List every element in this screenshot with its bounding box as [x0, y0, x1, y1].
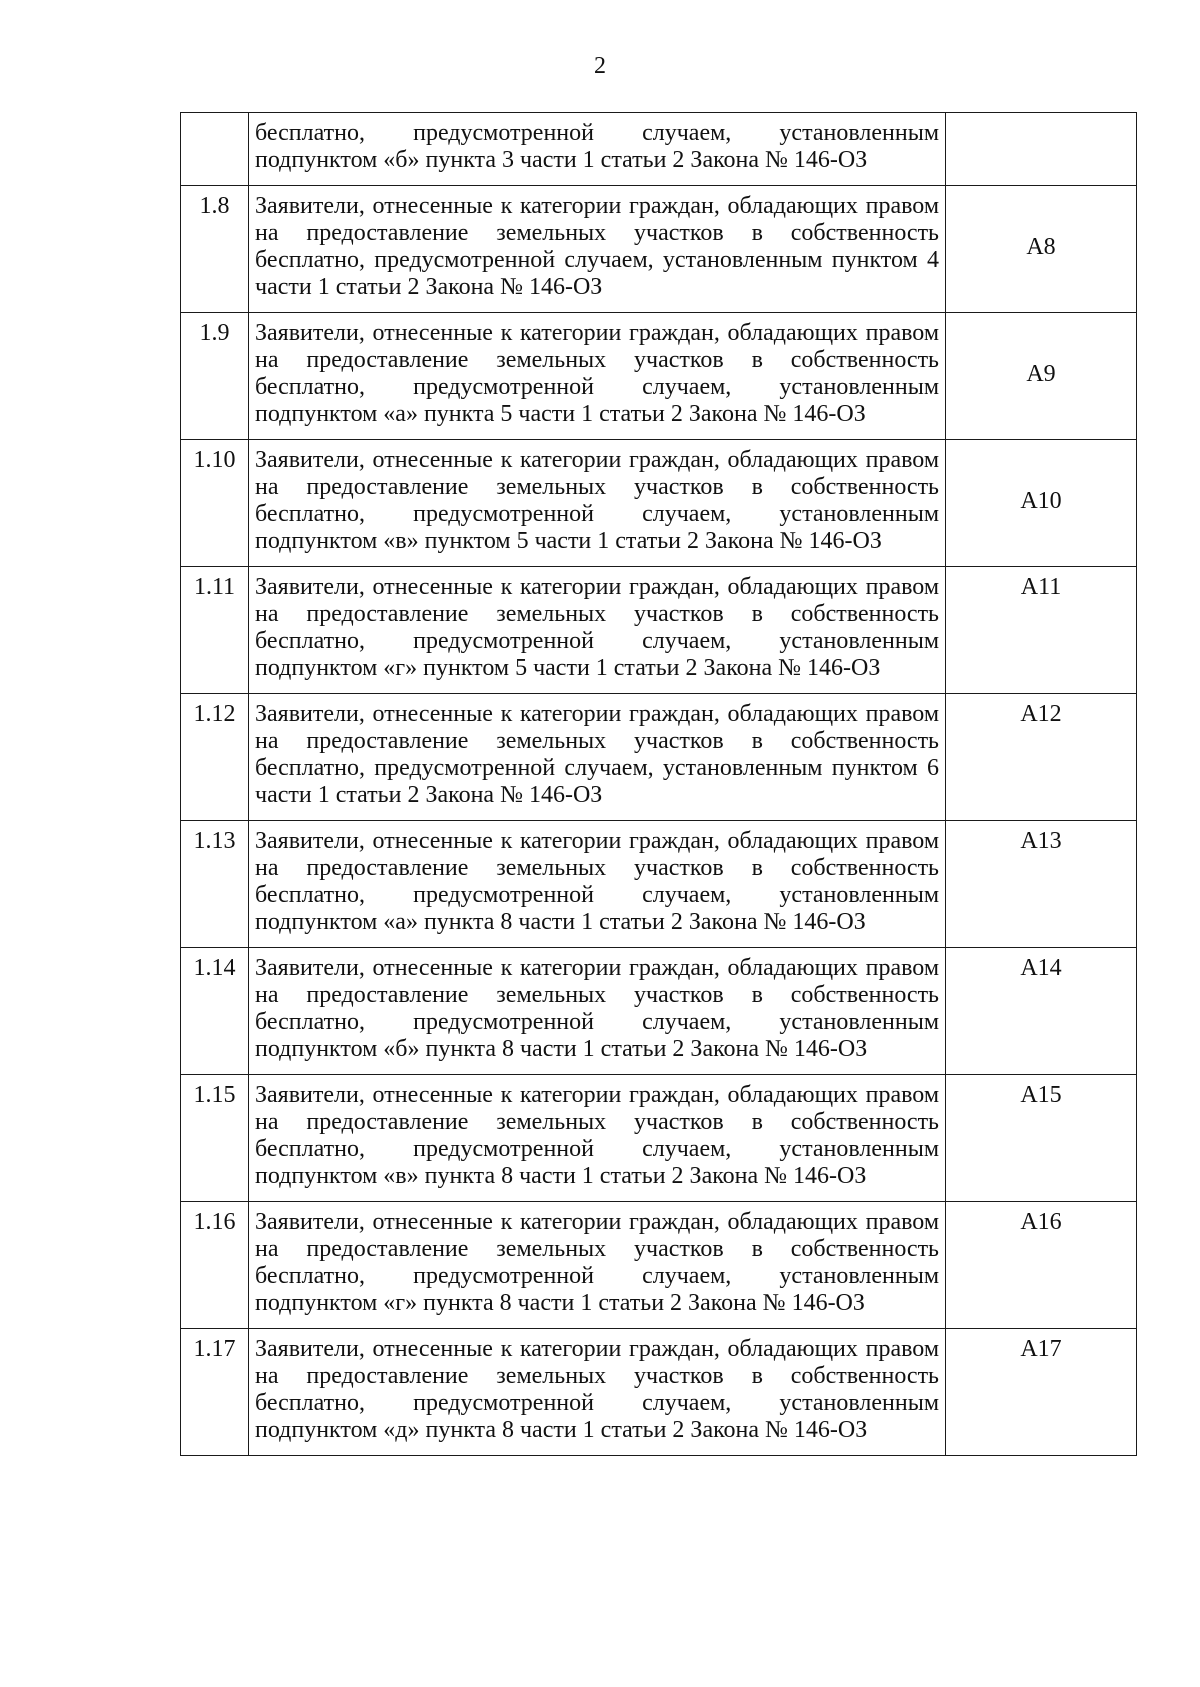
row-description: Заявители, отнесенные к категории граждан, обладающих правом на предоставление земельных участков в собственность бесплатно, предусмотренной случаем, установленным подпунктом «д» пункта 8 части 1 статьи 2 Закона № 146-ОЗ [249, 1329, 946, 1456]
row-code [946, 113, 1137, 186]
row-description: Заявители, отнесенные к категории граждан, обладающих правом на предоставление земельных участков в собственность бесплатно, предусмотренной случаем, установленным пунктом 6 части 1 статьи 2 Закона № 146-ОЗ [249, 694, 946, 821]
row-description: Заявители, отнесенные к категории граждан, обладающих правом на предоставление земельных участков в собственность бесплатно, предусмотренной случаем, установленным подпунктом «г» пунктом 5 части 1 статьи 2 Закона № 146-ОЗ [249, 567, 946, 694]
page-number: 2 [594, 53, 606, 79]
row-description: Заявители, отнесенные к категории граждан, обладающих правом на предоставление земельных участков в собственность бесплатно, предусмотренной случаем, установленным подпунктом «г» пункта 8 части 1 статьи 2 Закона № 146-ОЗ [249, 1202, 946, 1329]
row-number: 1.11 [181, 567, 249, 694]
table-row [181, 567, 1137, 694]
row-description: Заявители, отнесенные к категории граждан, обладающих правом на предоставление земельных участков в собственность бесплатно, предусмотренной случаем, установленным подпунктом «б» пункта 8 части 1 статьи 2 Закона № 146-ОЗ [249, 948, 946, 1075]
table-row [181, 113, 1137, 186]
row-description: Заявители, отнесенные к категории граждан, обладающих правом на предоставление земельных участков в собственность бесплатно, предусмотренной случаем, установленным подпунктом «а» пункта 8 части 1 статьи 2 Закона № 146-ОЗ [249, 821, 946, 948]
row-description: Заявители, отнесенные к категории граждан, обладающих правом на предоставление земельных участков в собственность бесплатно, предусмотренной случаем, установленным подпунктом «а» пункта 5 части 1 статьи 2 Закона № 146-ОЗ [249, 313, 946, 440]
table-row [181, 1075, 1137, 1202]
row-description: Заявители, отнесенные к категории граждан, обладающих правом на предоставление земельных участков в собственность бесплатно, предусмотренной случаем, установленным подпунктом «в» пунктом 5 части 1 статьи 2 Закона № 146-ОЗ [249, 440, 946, 567]
table-row [181, 948, 1137, 1075]
row-number: 1.14 [181, 948, 249, 1075]
row-code: А10 [946, 440, 1137, 567]
row-description: Заявители, отнесенные к категории граждан, обладающих правом на предоставление земельных участков в собственность бесплатно, предусмотренной случаем, установленным пунктом 4 части 1 статьи 2 Закона № 146-ОЗ [249, 186, 946, 313]
row-number [181, 113, 249, 186]
row-number: 1.10 [181, 440, 249, 567]
row-code: А8 [946, 186, 1137, 313]
row-code: А15 [946, 1075, 1137, 1202]
row-code: А16 [946, 1202, 1137, 1329]
row-number: 1.17 [181, 1329, 249, 1456]
table-row [181, 694, 1137, 821]
table-row [181, 186, 1137, 313]
row-number: 1.12 [181, 694, 249, 821]
row-code: А14 [946, 948, 1137, 1075]
table-row [181, 1202, 1137, 1329]
table-row [181, 821, 1137, 948]
row-code: А13 [946, 821, 1137, 948]
row-number: 1.9 [181, 313, 249, 440]
row-code: А11 [946, 567, 1137, 694]
row-number: 1.16 [181, 1202, 249, 1329]
row-code: А17 [946, 1329, 1137, 1456]
row-number: 1.8 [181, 186, 249, 313]
applicant-categories-table [180, 112, 1137, 1456]
row-description: Заявители, отнесенные к категории граждан, обладающих правом на предоставление земельных участков в собственность бесплатно, предусмотренной случаем, установленным подпунктом «в» пункта 8 части 1 статьи 2 Закона № 146-ОЗ [249, 1075, 946, 1202]
table-row [181, 440, 1137, 567]
row-code: А9 [946, 313, 1137, 440]
table-row [181, 1329, 1137, 1456]
row-number: 1.15 [181, 1075, 249, 1202]
row-code: А12 [946, 694, 1137, 821]
row-number: 1.13 [181, 821, 249, 948]
row-description: бесплатно, предусмотренной случаем, установленным подпунктом «б» пункта 3 части 1 статьи 2 Закона № 146-ОЗ [249, 113, 946, 186]
table-row [181, 313, 1137, 440]
